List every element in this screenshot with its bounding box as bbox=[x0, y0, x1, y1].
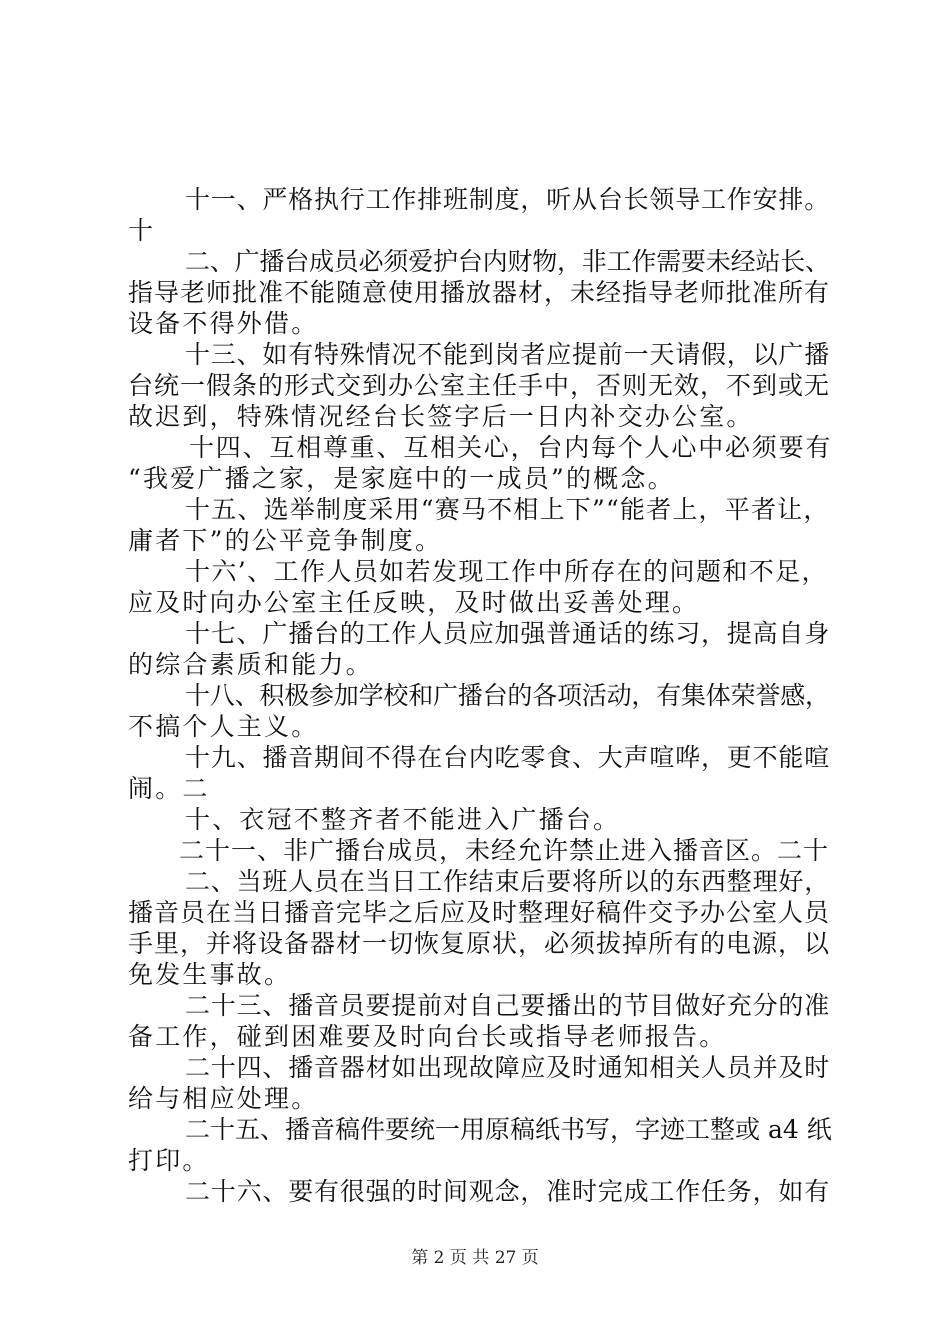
text-line: 庸者下”的公平竞争制度。 bbox=[128, 526, 443, 555]
text-line: 十九、播音期间不得在台内吃零食、大声喧哗，更不能喧 bbox=[185, 743, 831, 772]
text-line: 播音员在当日播音完毕之后应及时整理好稿件交予办公室人员 bbox=[128, 898, 831, 927]
text-line: 不搞个人主义。 bbox=[128, 712, 319, 741]
text-line: 二十三、播音员要提前对自己要播出的节目做好充分的准 bbox=[185, 991, 831, 1020]
text-line: 备工作，碰到困难要及时向台长或指导老师报告。 bbox=[128, 1022, 727, 1051]
text-line: 十、衣冠不整齐者不能进入广播台。 bbox=[185, 805, 621, 834]
text-line: 十四、互相尊重、互相关心，台内每个人心中必须要有 bbox=[189, 433, 833, 462]
text-line: 二十一、非广播台成员，未经允许禁止进入播音区。二十 bbox=[179, 836, 830, 865]
text-line: 打印。 bbox=[128, 1146, 210, 1175]
text-line: 十七、广播台的工作人员应加强普通话的练习，提高自身 bbox=[185, 619, 831, 648]
text-line: 免发生事故。 bbox=[128, 960, 292, 989]
text-line: 故迟到，特殊情况经台长签字后一日内补交办公室。 bbox=[128, 402, 754, 431]
text-line: 给与相应处理。 bbox=[128, 1084, 319, 1113]
text-line: 二、广播台成员必须爱护台内财物，非工作需要未经站长、 bbox=[185, 247, 830, 276]
text-line: 设备不得外借。 bbox=[128, 309, 319, 338]
text-line: 十一、严格执行工作排班制度，听从台长领导工作安排。 bbox=[185, 185, 831, 214]
text-line: 应及时向办公室主任反映，及时做出妥善处理。 bbox=[128, 588, 700, 617]
text-line: 十六’、工作人员如若发现工作中所存在的问题和不足， bbox=[185, 557, 828, 586]
text-line: 手里，并将设备器材一切恢复原状，必须拔掉所有的电源，以 bbox=[128, 929, 831, 958]
page-number: 第 2 页 共 27 页 bbox=[411, 1248, 539, 1268]
text-line: 十 bbox=[128, 216, 156, 245]
text-line: 的综合素质和能力。 bbox=[128, 650, 373, 679]
text-line: 二、当班人员在当日工作结束后要将所以的东西整理好， bbox=[185, 867, 831, 896]
text-line: 指导老师批准不能随意使用播放器材，未经指导老师批准所有 bbox=[128, 278, 831, 307]
text-line: 十五、选举制度采用“赛马不相上下”“能者上，平者让， bbox=[185, 495, 830, 524]
text-line: 十三、如有特殊情况不能到岗者应提前一天请假，以广播 bbox=[185, 340, 831, 369]
text-line: “我爱广播之家，是家庭中的一成员”的概念。 bbox=[128, 464, 675, 493]
text-line: 闹。二 bbox=[128, 774, 210, 803]
text-line: 十八、积极参加学校和广播台的各项活动，有集体荣誉感， bbox=[185, 681, 830, 710]
text-line: 二十六、要有很强的时间观念，准时完成工作任务，如有 bbox=[185, 1177, 831, 1206]
text-line: 二十五、播音稿件要统一用原稿纸书写，字迹工整或 a4 纸 bbox=[185, 1115, 832, 1144]
text-line: 台统一假条的形式交到办公室主任手中，否则无效，不到或无 bbox=[128, 371, 831, 400]
text-line: 二十四、播音器材如出现故障应及时通知相关人员并及时 bbox=[185, 1053, 831, 1082]
